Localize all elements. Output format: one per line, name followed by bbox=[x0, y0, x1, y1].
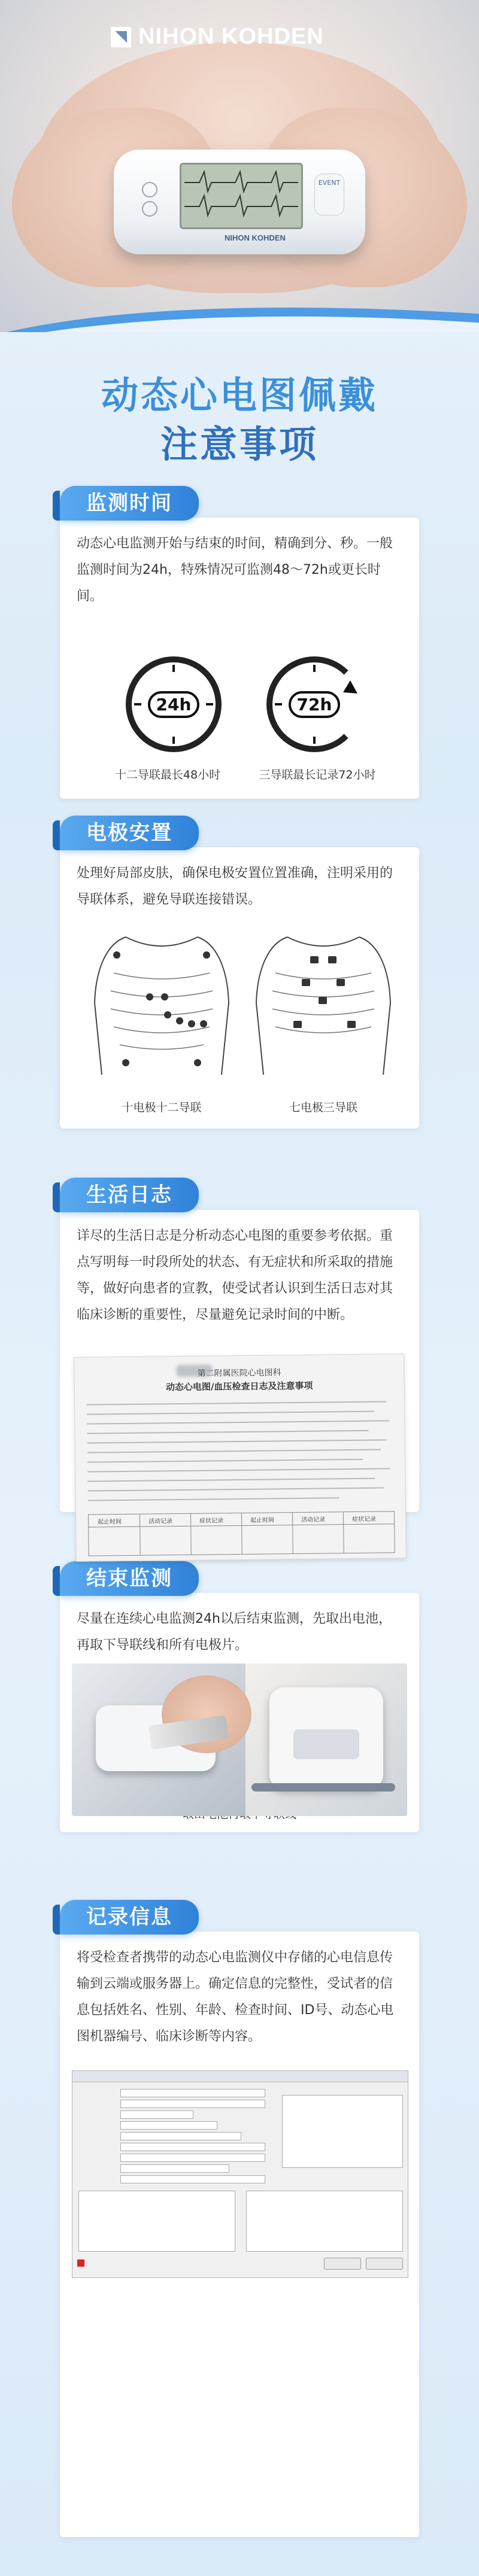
electrode-text: 处理好局部皮肤，确保电极安置位置准确，注明采用的导联体系，避免导联连接错误。 bbox=[77, 866, 393, 907]
caption-10-electrode: 十电极十二导联 bbox=[122, 1101, 202, 1114]
section-tag-electrode: 电极安置 bbox=[60, 816, 199, 850]
brand-mark-icon bbox=[111, 27, 131, 47]
caption-3-lead: 三导联最长记录72小时 bbox=[259, 768, 376, 781]
screenshot-list bbox=[282, 2095, 403, 2168]
brand-logo bbox=[111, 24, 324, 50]
caption-7-electrode: 七电极三导联 bbox=[289, 1101, 357, 1114]
page-title-line1: 动态心电图佩戴 bbox=[101, 373, 378, 417]
page-title bbox=[0, 371, 479, 469]
holter-device bbox=[114, 150, 365, 254]
sheet-col: 活动记录 bbox=[148, 1518, 173, 1525]
record-software-screenshot bbox=[72, 2070, 408, 2278]
device-button-down-icon bbox=[142, 201, 157, 217]
screenshot-textarea bbox=[78, 2191, 235, 2252]
remove-battery-photo bbox=[72, 1663, 407, 1816]
screenshot-textarea bbox=[246, 2191, 403, 2252]
clock-24h-icon bbox=[126, 656, 222, 752]
event-button-label: EVENT bbox=[318, 179, 341, 187]
end-text: 尽量在连续心电监测24h以后结束监测，先取出电池，再取下导联线和所有电极片。 bbox=[77, 1611, 392, 1653]
screenshot-button bbox=[324, 2258, 361, 2270]
section-tag-record: 记录信息 bbox=[60, 1900, 199, 1935]
card-monitor-time bbox=[60, 518, 419, 799]
section-tag-monitor-time: 监测时间 bbox=[60, 486, 199, 521]
device-brand-text: NIHON KOHDEN bbox=[225, 233, 286, 242]
log-text: 详尽的生活日志是分析动态心电图的重要参考依据。重点写明每一时段所处的状态、有无症状和所采取的措施等，做好向患者的宣教，使受试者认识到生活日志对其临床诊断的重要性，尽量避免记录时间的中断。 bbox=[77, 1228, 393, 1322]
hero-banner bbox=[0, 0, 479, 332]
sheet-col: 起止时间 bbox=[250, 1517, 275, 1524]
log-sheet-image bbox=[74, 1354, 407, 1562]
lead-cable-photo bbox=[251, 1783, 395, 1792]
event-button bbox=[314, 174, 344, 215]
sheet-col: 活动记录 bbox=[301, 1516, 326, 1523]
torso-3-lead-diagram bbox=[251, 931, 395, 1081]
caption-12-lead: 十二导联最长48小时 bbox=[114, 768, 221, 781]
clock-72h-label: 72h bbox=[289, 691, 341, 718]
monitor-time-text: 动态心电监测开始与结束的时间，精确到分、秒。一般监测时间为24h，特殊情况可监测48～72h或更长时间。 bbox=[77, 536, 393, 604]
sheet-col: 起止时间 bbox=[98, 1519, 122, 1526]
screenshot-logo-icon bbox=[77, 2259, 84, 2267]
device-lcd-screen bbox=[180, 163, 303, 229]
torso-12-lead-diagram bbox=[90, 931, 234, 1081]
section-tag-log: 生活日志 bbox=[60, 1178, 199, 1212]
screenshot-titlebar bbox=[72, 2071, 408, 2082]
card-electrode bbox=[60, 847, 419, 1129]
device-back-photo bbox=[269, 1687, 383, 1789]
sheet-title-hospital: 第二附属医院心电图科 bbox=[197, 1368, 281, 1379]
sheet-col: 症状记录 bbox=[199, 1517, 224, 1525]
section-tag-end: 结束监测 bbox=[60, 1561, 199, 1596]
sheet-col: 症状记录 bbox=[352, 1516, 377, 1523]
brand-name: NIHON KOHDEN bbox=[138, 24, 324, 49]
clock-24h-label: 24h bbox=[148, 691, 200, 718]
record-text: 将受检查者携带的动态心电监测仪中存储的心电信息传输到云端或服务器上。确定信息的完整性，受试者的信息包括姓名、性别、年龄、检查时间、ID号、动态心电图机器编号、临床诊断等内容。 bbox=[77, 1950, 394, 2044]
page-title-line2: 注意事项 bbox=[160, 422, 319, 466]
sheet-title-main: 动态心电图/血压检查日志及注意事项 bbox=[165, 1380, 313, 1393]
device-buttons bbox=[138, 178, 162, 214]
hero-wave bbox=[0, 299, 479, 332]
clock-72h-icon bbox=[266, 656, 362, 752]
screenshot-button bbox=[366, 2258, 403, 2270]
sheet-table bbox=[88, 1511, 395, 1556]
device-button-up-icon bbox=[142, 182, 157, 197]
